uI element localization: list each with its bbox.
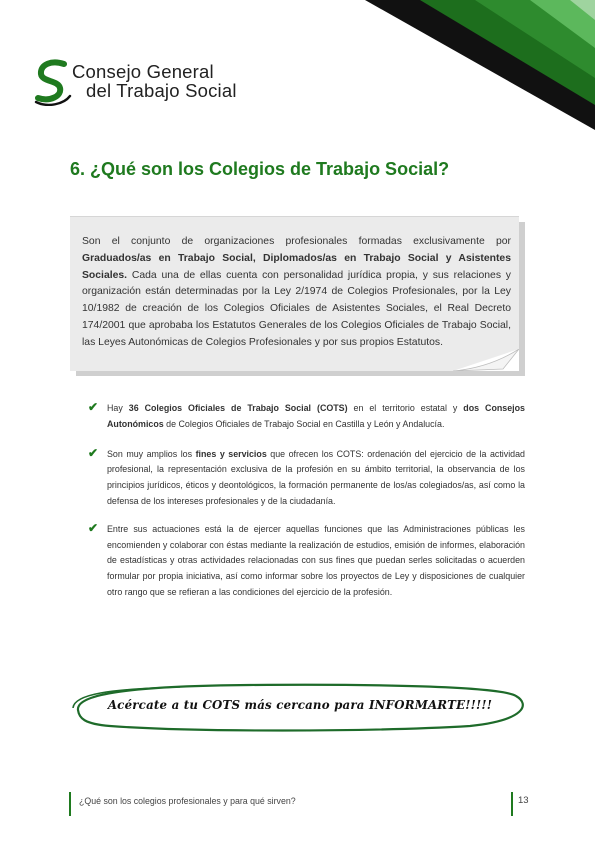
bullet1-text-1: Hay [107,403,129,413]
check-icon: ✔ [88,445,99,460]
check-icon: ✔ [88,400,99,414]
definition-callout [70,216,525,376]
footer-divider-left [69,792,71,816]
bullet2-text-2: que ofrecen los COTS: ordenación del ejercicio de la actividad profesional, la representación exclusiva de la profesión en su ámbito territorial, la observancia de los principios jurídicos, éticos y deontológicos, la formación permanente de los/as colegiados/as, así como la defensa de los intereses profesionales y de la ciudadanía. [107,448,525,506]
bullet1-bold-1: 36 Colegios Oficiales de Trabajo Social (COTS) [128,403,348,413]
bullet2-bold-1: fines y servicios [195,448,267,459]
list-item [88,522,525,601]
banner-text: Acércate a tu COTS más cercano para INFORMARTE!!!!! [107,698,493,712]
callout-box [70,216,519,371]
corner-decoration [365,0,595,130]
page-curl-icon [453,349,519,371]
bullet1-bold-2: dos Consejos Autonómicos [107,403,525,429]
callout-text-1: Son el conjunto de organizaciones profesionales formadas exclusivamente por [82,236,511,247]
logo-line1: Consejo General [72,61,214,82]
call-to-action-banner [70,680,530,732]
callout-paragraph [82,234,511,352]
bullet2-text-1: Son muy amplios los [107,448,196,459]
callout-text-2: Cada una de ellas cuenta con personalidad jurídica propia, y sus relaciones y organización están determinadas por la Ley 2/1974 de Colegios Profesionales, por la Ley 10/1982 de creación de los Colegios Oficiales de Asistentes Sociales, el Real Decreto 174/2001 que aprobaba los Estatutos Generales de los Colegios Oficiales de Trabajo Social, las Leyes Autonómicas de Colegios Profesionales y por sus propios Estatutos. [82,269,511,348]
bullet1-text-3: de Colegios Oficiales de Trabajo Social en Castilla y León y Andalucía. [163,418,445,429]
footer-divider-right [511,792,513,816]
logo [34,58,254,108]
page-number: 13 [518,795,529,806]
bullet1-text-2: en el territorio estatal y [347,403,464,413]
bullet3-text-1: Entre sus actuaciones está la de ejercer aquellas funciones que las Administraciones públicas les encomienden y colaborar con éstas mediante la realización de estudios, emisión de informes, elaboración de estadísticas y otras actividades relacionadas con sus fines que puedan serles solicitadas o acuerden formular por propia iniciativa, así como informar sobre los proyectos de Ley y disposiciones de cualquier otro rango que se refieran a las condiciones del ejercicio de la profesión. [107,523,525,597]
logo-line2: del Trabajo Social [86,80,237,101]
bullet-list [88,401,525,615]
check-icon: ✔ [88,520,99,535]
logo-s-icon [34,58,74,106]
section-title: 6. ¿Qué son los Colegios de Trabajo Social? [70,159,450,179]
footer-text: ¿Qué son los colegios profesionales y para qué sirven? [79,796,296,806]
list-item [88,447,525,510]
callout-bold-1: Graduados/as en Trabajo Social, Diplomados/as en Trabajo Social y Asistentes Sociales. [82,252,511,281]
list-item [88,401,525,433]
